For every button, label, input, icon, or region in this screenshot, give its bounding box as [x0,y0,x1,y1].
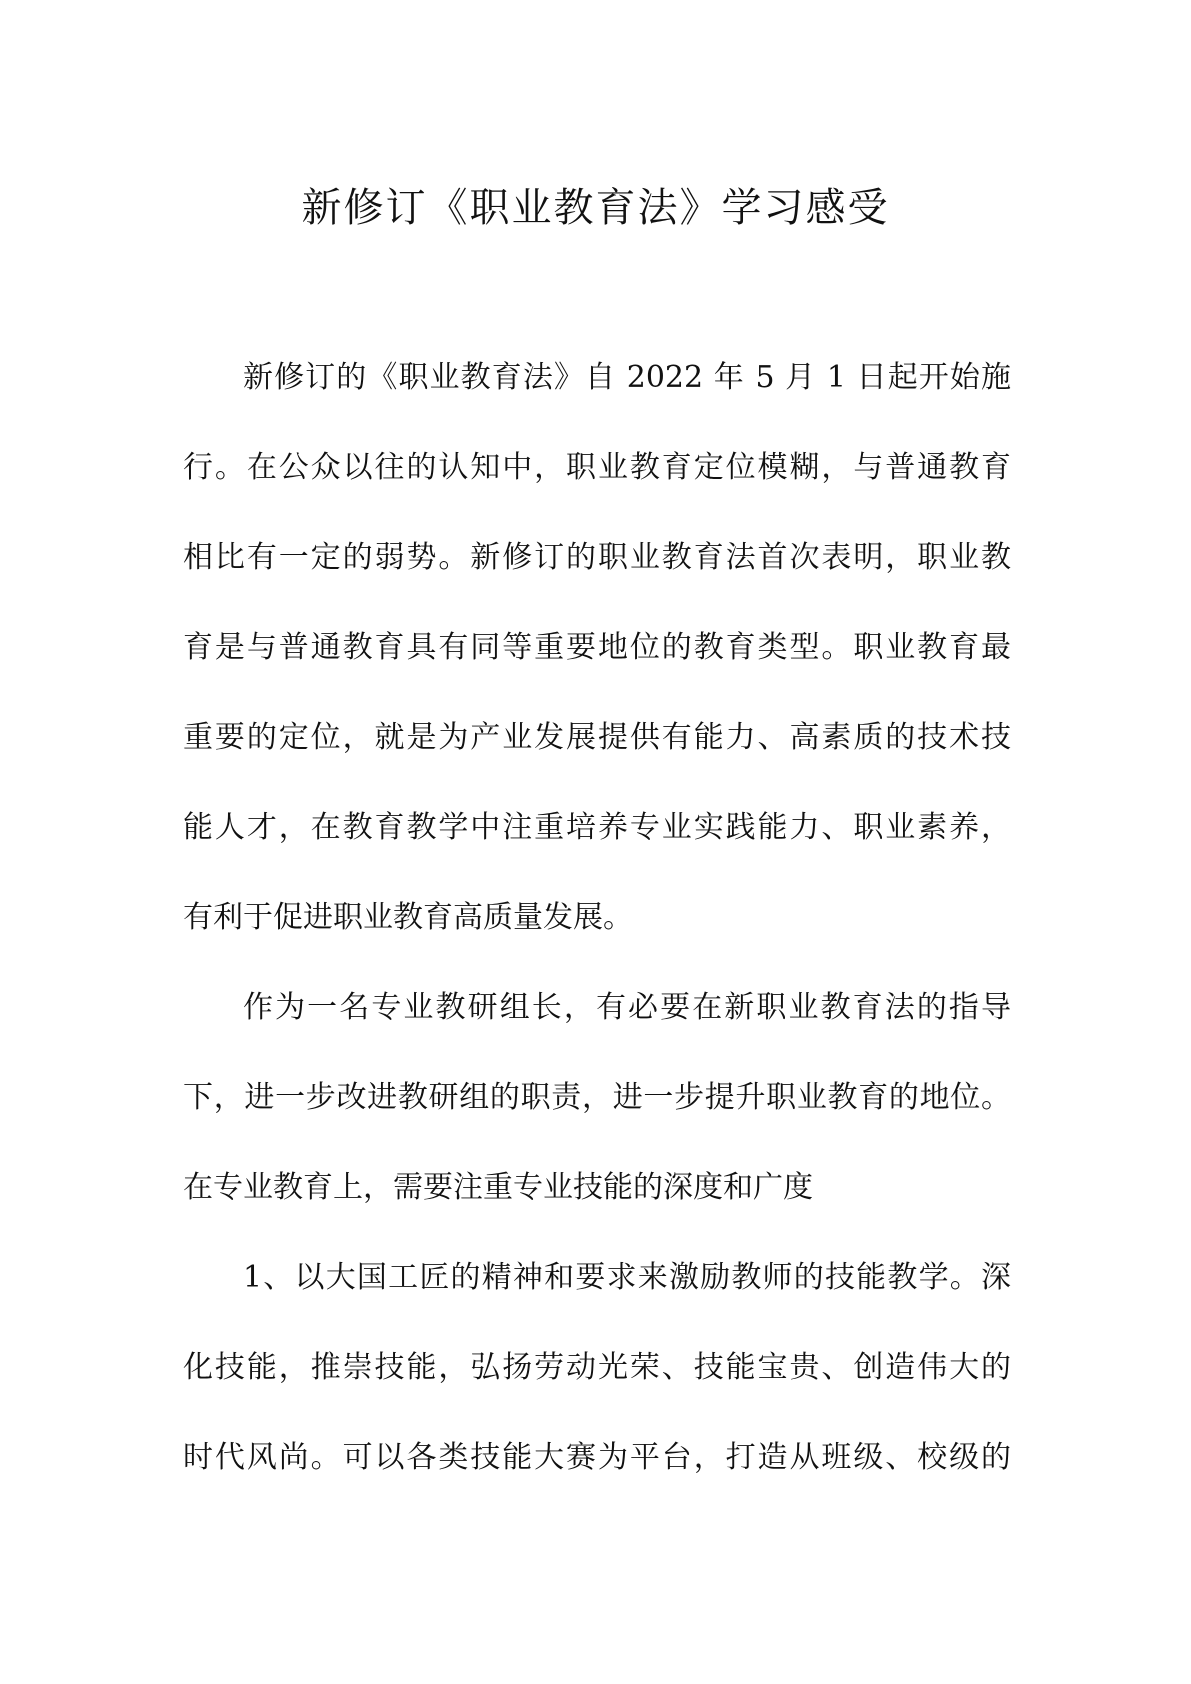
text-line: 行。在公众以往的认知中，职业教育定位模糊，与普通教育 [183,450,1011,485]
paragraph-3 [183,1250,1011,1520]
text-line: 下，进一步改进教研组的职责，进一步提升职业教育的地位。 [183,1080,1011,1115]
paragraph-1 [183,350,1011,980]
text-line: 育是与普通教育具有同等重要地位的教育类型。职业教育最 [183,630,1011,665]
document-body [183,350,1011,1520]
text-line: 作为一名专业教研组长，有必要在新职业教育法的指导 [243,990,1011,1025]
document-title: 新修订《职业教育法》学习感受 [301,185,890,231]
text-line: 能人才，在教育教学中注重培养专业实践能力、职业素养， [183,810,1011,845]
text-line: 时代风尚。可以各类技能大赛为平台，打造从班级、校级的 [183,1440,1011,1475]
text-line: 新修订的《职业教育法》自 2022 年 5 月 1 日起开始施 [243,360,1011,395]
text-line: 相比有一定的弱势。新修订的职业教育法首次表明，职业教 [183,540,1011,575]
text-line: 化技能，推崇技能，弘扬劳动光荣、技能宝贵、创造伟大的 [183,1350,1011,1385]
text-line: 重要的定位，就是为产业发展提供有能力、高素质的技术技 [183,720,1011,755]
paragraph-2 [183,980,1011,1250]
text-line: 1、以大国工匠的精神和要求来激励教师的技能教学。深 [243,1260,1011,1295]
text-line: 在专业教育上，需要注重专业技能的深度和广度 [183,1170,813,1205]
text-line: 有利于促进职业教育高质量发展。 [183,900,633,935]
